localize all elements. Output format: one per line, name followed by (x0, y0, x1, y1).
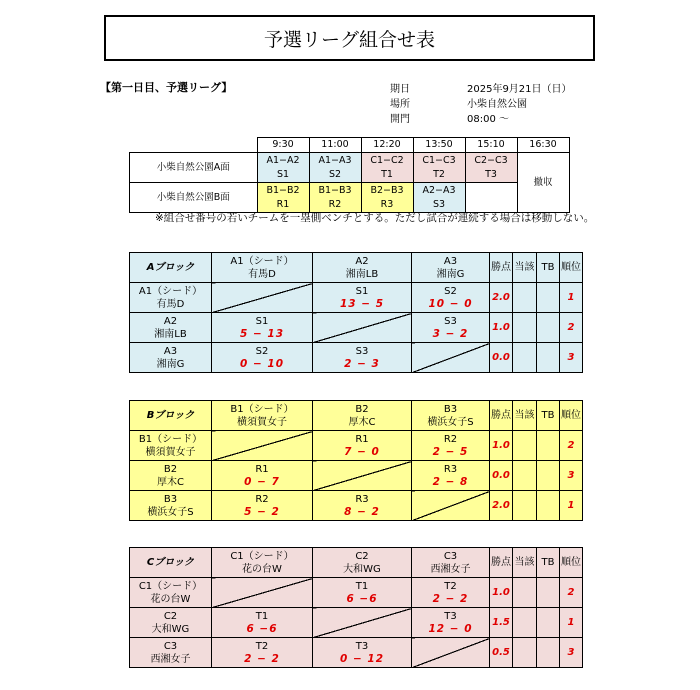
match-score: 2 − 2 (244, 652, 280, 665)
column-header: 当該 (513, 548, 537, 578)
team-name: 大和WG (343, 563, 381, 575)
match-score: 2 − 8 (432, 475, 469, 488)
match-cell (465, 183, 517, 213)
team-name: 西湘女子 (150, 653, 191, 665)
team-name: 横須賀女子 (145, 446, 196, 458)
team-code: C2 (355, 550, 369, 562)
match-score: 13 − 5 (339, 297, 385, 310)
points-cell: 0.5 (490, 638, 513, 668)
team-header (412, 253, 490, 283)
team-row-label (130, 343, 212, 373)
match-cell: A1−A3 S2 (309, 153, 361, 183)
rank-cell: 3 (560, 638, 583, 668)
match-id: T3 (355, 640, 369, 652)
points-cell: 2.0 (490, 491, 513, 521)
points-cell: 0.0 (490, 461, 513, 491)
match-id: S2 (255, 345, 269, 357)
team-code: C1（シード） (138, 580, 203, 592)
page-title: 予選リーグ組合せ表 (104, 15, 595, 61)
team-name: 有馬D (156, 298, 185, 310)
result-cell (212, 608, 313, 638)
column-header: 勝点 (490, 253, 513, 283)
team-name: 湘南LB (345, 268, 379, 280)
match-score: 12 − 0 (428, 622, 473, 635)
match-id: R2 (255, 493, 269, 505)
column-header: 勝点 (490, 548, 513, 578)
tb-cell (537, 343, 560, 373)
column-header: 当該 (513, 253, 537, 283)
rank-cell: 2 (560, 578, 583, 608)
team-name: 横浜女子S (427, 416, 474, 428)
team-row-label (130, 638, 212, 668)
team-name: 花の台W (242, 563, 282, 575)
date-label: 期日 (390, 84, 410, 95)
result-cell (412, 578, 490, 608)
block-name: Cブロック (130, 548, 212, 578)
team-header (412, 401, 490, 431)
open-label: 開門 (390, 114, 410, 125)
match-score: 8 − 2 (344, 505, 380, 518)
match-id: T3 (444, 610, 457, 622)
column-header: TB (537, 253, 560, 283)
match-score: 7 − 0 (344, 445, 380, 458)
column-header: TB (537, 401, 560, 431)
match-id: S3 (444, 315, 457, 327)
team-name: 湘南G (436, 268, 465, 280)
team-name: 湘南LB (154, 328, 187, 340)
self-match-cell (412, 491, 490, 521)
points-cell: 0.0 (490, 343, 513, 373)
match-id: S3 (355, 345, 369, 357)
league-table (129, 252, 583, 373)
team-code: C3 (163, 640, 178, 652)
team-row-label (130, 431, 212, 461)
self-match-cell (313, 313, 412, 343)
match-score: 2 − 2 (432, 592, 469, 605)
open-value: 08:00 ～ (467, 114, 509, 125)
team-row-label (130, 313, 212, 343)
match-cell: A2−A3 S3 (413, 183, 465, 213)
result-cell (212, 491, 313, 521)
rank-cell: 1 (560, 491, 583, 521)
result-cell (313, 638, 412, 668)
result-cell (412, 608, 490, 638)
team-row-label (130, 608, 212, 638)
team-row-label (130, 578, 212, 608)
self-match-cell (212, 578, 313, 608)
self-match-cell (212, 431, 313, 461)
result-cell (313, 431, 412, 461)
tb-cell (537, 431, 560, 461)
match-score: 2 − 5 (432, 445, 469, 458)
team-code: B1（シード） (230, 403, 294, 415)
tb-cell (537, 608, 560, 638)
self-match-cell (313, 461, 412, 491)
self-match-cell (313, 608, 412, 638)
block-name: Bブロック (130, 401, 212, 431)
match-score: 10 − 0 (428, 297, 473, 310)
league-table (129, 547, 583, 668)
match-id: T1 (255, 610, 269, 622)
column-header: 順位 (560, 253, 583, 283)
column-header: 順位 (560, 401, 583, 431)
h2h-cell (513, 283, 537, 313)
result-cell (212, 313, 313, 343)
result-cell (412, 431, 490, 461)
result-cell (313, 578, 412, 608)
h2h-cell (513, 461, 537, 491)
match-cell: B1−B2 R1 (257, 183, 309, 213)
rank-cell: 3 (560, 461, 583, 491)
court-name: 小柴自然公園B面 (130, 183, 258, 213)
self-match-cell (212, 283, 313, 313)
column-header: 勝点 (490, 401, 513, 431)
place-value: 小柴自然公園 (467, 99, 527, 110)
tb-cell (537, 313, 560, 343)
points-cell: 1.0 (490, 313, 513, 343)
team-code: B3 (443, 403, 458, 415)
block-name: Aブロック (130, 253, 212, 283)
self-match-cell (412, 638, 490, 668)
rank-cell: 2 (560, 313, 583, 343)
h2h-cell (513, 343, 537, 373)
h2h-cell (513, 608, 537, 638)
team-code: B1（シード） (138, 433, 203, 445)
team-row-label (130, 283, 212, 313)
team-header (212, 253, 313, 283)
tb-cell (537, 461, 560, 491)
self-match-cell (412, 343, 490, 373)
match-cell: A1−A2 S1 (257, 153, 309, 183)
result-cell (313, 491, 412, 521)
team-code: B3 (163, 493, 178, 505)
result-cell (212, 638, 313, 668)
match-cell: B1−B3 R2 (309, 183, 361, 213)
team-name: 湘南G (156, 358, 185, 370)
h2h-cell (513, 638, 537, 668)
result-cell (412, 283, 490, 313)
points-cell: 1.5 (490, 608, 513, 638)
rank-cell: 2 (560, 431, 583, 461)
team-header (313, 253, 412, 283)
team-name: 横浜女子S (147, 506, 194, 518)
time-slot: 11:00 (309, 138, 361, 153)
h2h-cell (513, 578, 537, 608)
h2h-cell (513, 491, 537, 521)
place-label: 場所 (390, 99, 410, 110)
result-cell (412, 313, 490, 343)
match-id: T2 (255, 640, 269, 652)
match-score: 3 − 2 (432, 327, 469, 340)
team-name: 厚木C (348, 416, 376, 428)
points-cell: 1.0 (490, 431, 513, 461)
match-cell: B2−B3 R3 (361, 183, 413, 213)
points-cell: 1.0 (490, 578, 513, 608)
team-code: C2 (163, 610, 178, 622)
court-name: 小柴自然公園A面 (130, 153, 258, 183)
rank-cell: 1 (560, 608, 583, 638)
result-cell (212, 461, 313, 491)
team-code: B2 (355, 403, 369, 415)
rank-cell: 3 (560, 343, 583, 373)
team-code: C3 (443, 550, 458, 562)
match-id: S1 (255, 315, 269, 327)
match-id: S1 (355, 285, 369, 297)
team-code: A2 (163, 315, 178, 327)
team-row-label (130, 491, 212, 521)
match-score: 6 −6 (246, 622, 278, 635)
team-header (313, 401, 412, 431)
match-id: R3 (355, 493, 369, 505)
tb-cell (537, 638, 560, 668)
result-cell (212, 343, 313, 373)
match-cell: C2−C3 T3 (465, 153, 517, 183)
result-cell (313, 283, 412, 313)
team-name: 有馬D (248, 268, 276, 280)
column-header: 当該 (513, 401, 537, 431)
team-code: B2 (163, 463, 178, 475)
match-id: R1 (255, 463, 269, 475)
team-name: 横須賀女子 (237, 416, 287, 428)
team-name: 花の台W (150, 593, 191, 605)
h2h-cell (513, 431, 537, 461)
team-header (313, 548, 412, 578)
team-code: A2 (355, 255, 369, 267)
team-header (412, 548, 490, 578)
time-slot: 16:30 (517, 138, 569, 153)
tb-cell (537, 491, 560, 521)
team-code: A3 (163, 345, 178, 357)
match-score: 0 − 10 (239, 357, 285, 370)
match-cell: C1−C2 T1 (361, 153, 413, 183)
match-id: R3 (443, 463, 458, 475)
team-code: A1（シード） (138, 285, 203, 297)
match-score: 0 − 12 (339, 652, 385, 665)
result-cell (412, 461, 490, 491)
match-score: 5 − 13 (239, 327, 285, 340)
match-score: 5 − 2 (244, 505, 280, 518)
schedule-table (129, 137, 570, 213)
day-heading: 【第一日目、予選リーグ】 (100, 81, 233, 94)
result-cell (313, 343, 412, 373)
match-id: T1 (355, 580, 369, 592)
team-row-label (130, 461, 212, 491)
column-header: 順位 (560, 548, 583, 578)
team-name: 厚木C (157, 476, 184, 488)
team-header (212, 548, 313, 578)
team-header (212, 401, 313, 431)
match-score: 2 − 3 (344, 357, 380, 370)
column-header: TB (537, 548, 560, 578)
time-slot: 9:30 (257, 138, 309, 153)
match-id: T2 (444, 580, 457, 592)
team-name: 大和WG (151, 623, 190, 635)
tb-cell (537, 283, 560, 313)
match-score: 6 −6 (346, 592, 378, 605)
tb-cell (537, 578, 560, 608)
team-code: C1（シード） (230, 550, 294, 562)
points-cell: 2.0 (490, 283, 513, 313)
match-id: R2 (443, 433, 458, 445)
note: ※組合せ番号の若いチームを一塁側ベンチとする。ただし試合が連続する場合は移動しない。 (155, 212, 595, 224)
withdraw-cell: 撤収 (517, 153, 569, 213)
rank-cell: 1 (560, 283, 583, 313)
match-id: R1 (355, 433, 369, 445)
match-id: S2 (444, 285, 457, 297)
match-cell: C1−C3 T2 (413, 153, 465, 183)
league-table (129, 400, 583, 521)
team-code: A1（シード） (230, 255, 294, 267)
team-name: 西湘女子 (430, 563, 471, 575)
date-value: 2025年9月21日（日） (467, 84, 572, 95)
time-slot: 12:20 (361, 138, 413, 153)
time-slot: 15:10 (465, 138, 517, 153)
h2h-cell (513, 313, 537, 343)
time-slot: 13:50 (413, 138, 465, 153)
match-score: 0 − 7 (244, 475, 280, 488)
team-code: A3 (443, 255, 458, 267)
